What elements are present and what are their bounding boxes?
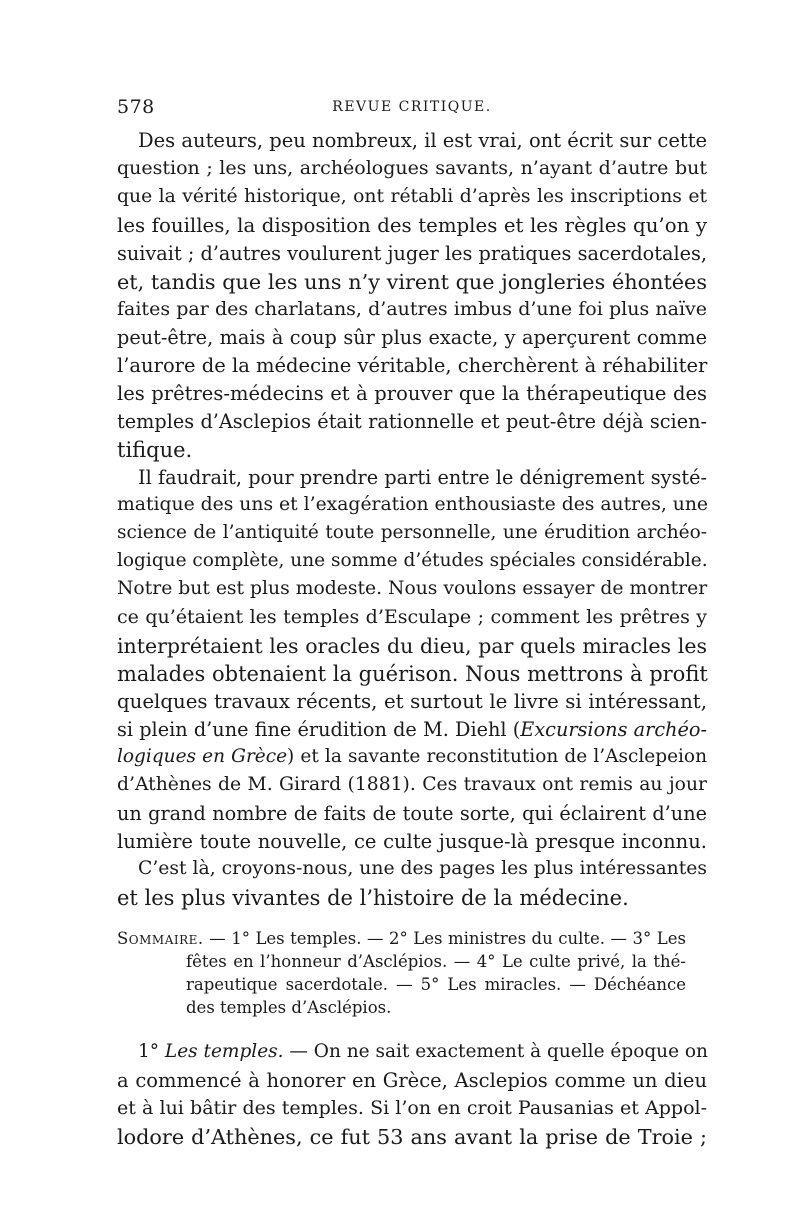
text-line: d’Athènes de M. Girard (1881). Ces travaux ont remis au jour	[117, 774, 707, 795]
text-run: si plein d’une fine érudition de M. Diehl (	[117, 718, 521, 741]
book-title-italic: Excursions archéo-	[520, 718, 707, 741]
text-line: question ; les uns, archéologues savants, n’ayant d’autre but	[117, 157, 707, 179]
text-line: temples d’Asclepios était rationnelle et peut-être déjà scien-	[117, 410, 707, 433]
text-line: lumière toute nouvelle, ce culte jusque-là presque inconnu.	[117, 830, 707, 853]
text-line	[117, 718, 707, 741]
summary-line: des temples d’Asclépios.	[186, 998, 392, 1017]
text-line: quelques travaux récents, et surtout le livre si intéressant,	[117, 690, 707, 713]
text-line: matique des uns et l’exagération enthousiaste des autres, une	[117, 494, 709, 515]
text-line: et les plus vivantes de l’histoire de la médecine.	[117, 886, 629, 910]
text-line: que la vérité historique, ont rétabli d’après les inscriptions et	[117, 186, 707, 207]
text-line: les fouilles, la disposition des temples et les règles qu’on y	[117, 214, 707, 237]
text-line: malades obtenaient la guérison. Nous mettrons à profit	[117, 662, 708, 686]
summary-line: fêtes en l’honneur d’Asclépios. — 4° Le culte privé, la thé-	[186, 952, 686, 971]
text-line: C’est là, croyons-nous, une des pages les plus intéressantes	[138, 858, 707, 879]
text-line: Des auteurs, peu nombreux, il est vrai, ont écrit sur cette	[138, 129, 708, 152]
text-line: interprétaient les oracles du dieu, par quels miracles les	[117, 634, 707, 658]
summary-label: Sommaire.	[117, 929, 204, 948]
page-number: 578	[117, 96, 155, 118]
text-line: les prêtres-médecins et à prouver que la thérapeutique des	[117, 382, 707, 405]
text-line: faites par des charlatans, d’autres imbus d’une foi plus naïve	[117, 298, 707, 320]
text-line: lodore d’Athènes, ce fut 53 ans avant la prise de Troie ;	[117, 1125, 707, 1149]
text-line: a commencé à honorer en Grèce, Asclepios comme un dieu	[117, 1069, 707, 1092]
section-number: 1°	[138, 1041, 165, 1062]
section-heading: Les temples.	[164, 1041, 284, 1062]
text-line	[117, 746, 707, 767]
text-line: tifique.	[117, 438, 193, 462]
summary-line: rapeutique sacerdotale. — 5° Les miracles. — Déchéance	[186, 975, 686, 994]
text-line: logique complète, une somme d’études spéciales considérable.	[117, 550, 708, 571]
text-run: — 1° Les temples. — 2° Les ministres du culte. — 3° Les	[203, 929, 686, 948]
text-line: ce qu’étaient les temples d’Esculape ; comment les prêtres y	[117, 606, 707, 628]
running-title: REVUE CRITIQUE.	[332, 99, 492, 115]
text-line: un grand nombre de faits de toute sorte, qui éclairent d’une	[117, 802, 707, 825]
text-line: peut-être, mais à coup sûr plus exacte, y aperçurent comme	[117, 326, 707, 349]
text-line: Il faudrait, pour prendre parti entre le dénigrement systé-	[138, 466, 707, 489]
text-line: et, tandis que les uns n’y virent que jongleries éhontées	[117, 270, 707, 294]
text-line: suivait ; d’autres voulurent juger les pratiques sacerdotales,	[117, 242, 707, 265]
text-line: Notre but est plus modeste. Nous voulons essayer de montrer	[117, 578, 708, 599]
text-line	[138, 1041, 707, 1062]
text-line: science de l’antiquité toute personnelle, une érudition archéo-	[117, 522, 707, 543]
text-run: ) et la savante reconstitution de l’Asclepeion	[287, 746, 707, 767]
text-run: — On ne sait exactement à quelle époque on	[283, 1041, 708, 1062]
page-header	[117, 96, 707, 120]
text-line: et à lui bâtir des temples. Si l’on en croit Pausanias et Appol-	[117, 1097, 707, 1119]
summary-line	[117, 929, 686, 948]
book-title-italic: logiques en Grèce	[117, 746, 288, 767]
text-line: l’aurore de la médecine véritable, cherchèrent à réhabiliter	[117, 354, 708, 377]
